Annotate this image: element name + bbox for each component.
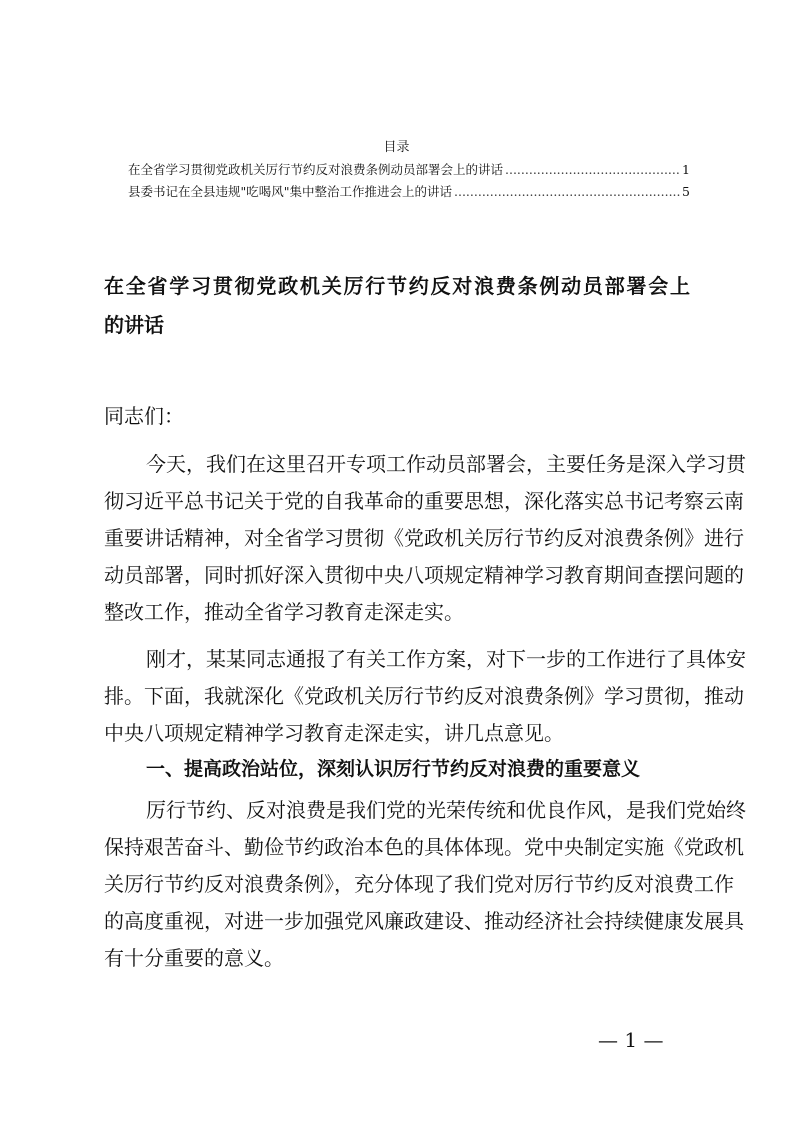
toc-entry-text: 在全省学习贯彻党政机关厉行节约反对浪费条例动员部署会上的讲话	[128, 162, 504, 177]
paragraph-line: 重要讲话精神，对全省学习贯彻《党政机关厉行节约反对浪费条例》进行	[104, 526, 744, 550]
toc-leader-dots	[454, 184, 680, 199]
toc-title: 目录	[383, 140, 410, 155]
section-heading: 一、提高政治站位，深刻认识厉行节约反对浪费的重要意义	[146, 758, 641, 780]
paragraph-line: 的高度重视，对进一步加强党风廉政建设、推动经济社会持续健康发展具	[104, 909, 744, 933]
paragraph-line: 关厉行节约反对浪费条例》，充分体现了我们党对厉行节约反对浪费工作	[104, 872, 734, 896]
toc-entry-page: 1	[682, 162, 690, 177]
document-title-line: 在全省学习贯彻党政机关厉行节约反对浪费条例动员部署会上	[104, 274, 690, 298]
paragraph-line: 彻习近平总书记关于党的自我革命的重要思想，深化落实总书记考察云南	[104, 489, 744, 513]
paragraph-line: 有十分重要的意义。	[104, 946, 284, 970]
greeting: 同志们：	[104, 404, 184, 428]
document-title-line: 的讲话	[104, 313, 164, 337]
paragraph-line: 整改工作，推动全省学习教育走深走实。	[104, 600, 464, 624]
toc-entry[interactable]	[128, 160, 690, 178]
toc-leader-dots	[505, 162, 680, 177]
toc-entry[interactable]	[128, 182, 690, 200]
page-number: — 1 —	[598, 1028, 664, 1052]
paragraph-line: 今天，我们在这里召开专项工作动员部署会，主要任务是深入学习贯	[146, 452, 746, 476]
paragraph-line: 排。下面，我就深化《党政机关厉行节约反对浪费条例》学习贯彻，推动	[104, 684, 744, 708]
paragraph-line: 中央八项规定精神学习教育走深走实，讲几点意见。	[104, 721, 564, 745]
paragraph-line: 厉行节约、反对浪费是我们党的光荣传统和优良作风，是我们党始终	[146, 798, 746, 822]
paragraph-line: 保持艰苦奋斗、勤俭节约政治本色的具体体现。党中央制定实施《党政机	[104, 835, 744, 859]
paragraph-line: 动员部署，同时抓好深入贯彻中央八项规定精神学习教育期间查摆问题的	[104, 563, 744, 587]
toc-entry-page: 5	[682, 184, 690, 199]
toc-entry-text: 县委书记在全县违规"吃喝风"集中整治工作推进会上的讲话	[128, 184, 453, 199]
paragraph-line: 刚才，某某同志通报了有关工作方案，对下一步的工作进行了具体安	[146, 647, 746, 671]
